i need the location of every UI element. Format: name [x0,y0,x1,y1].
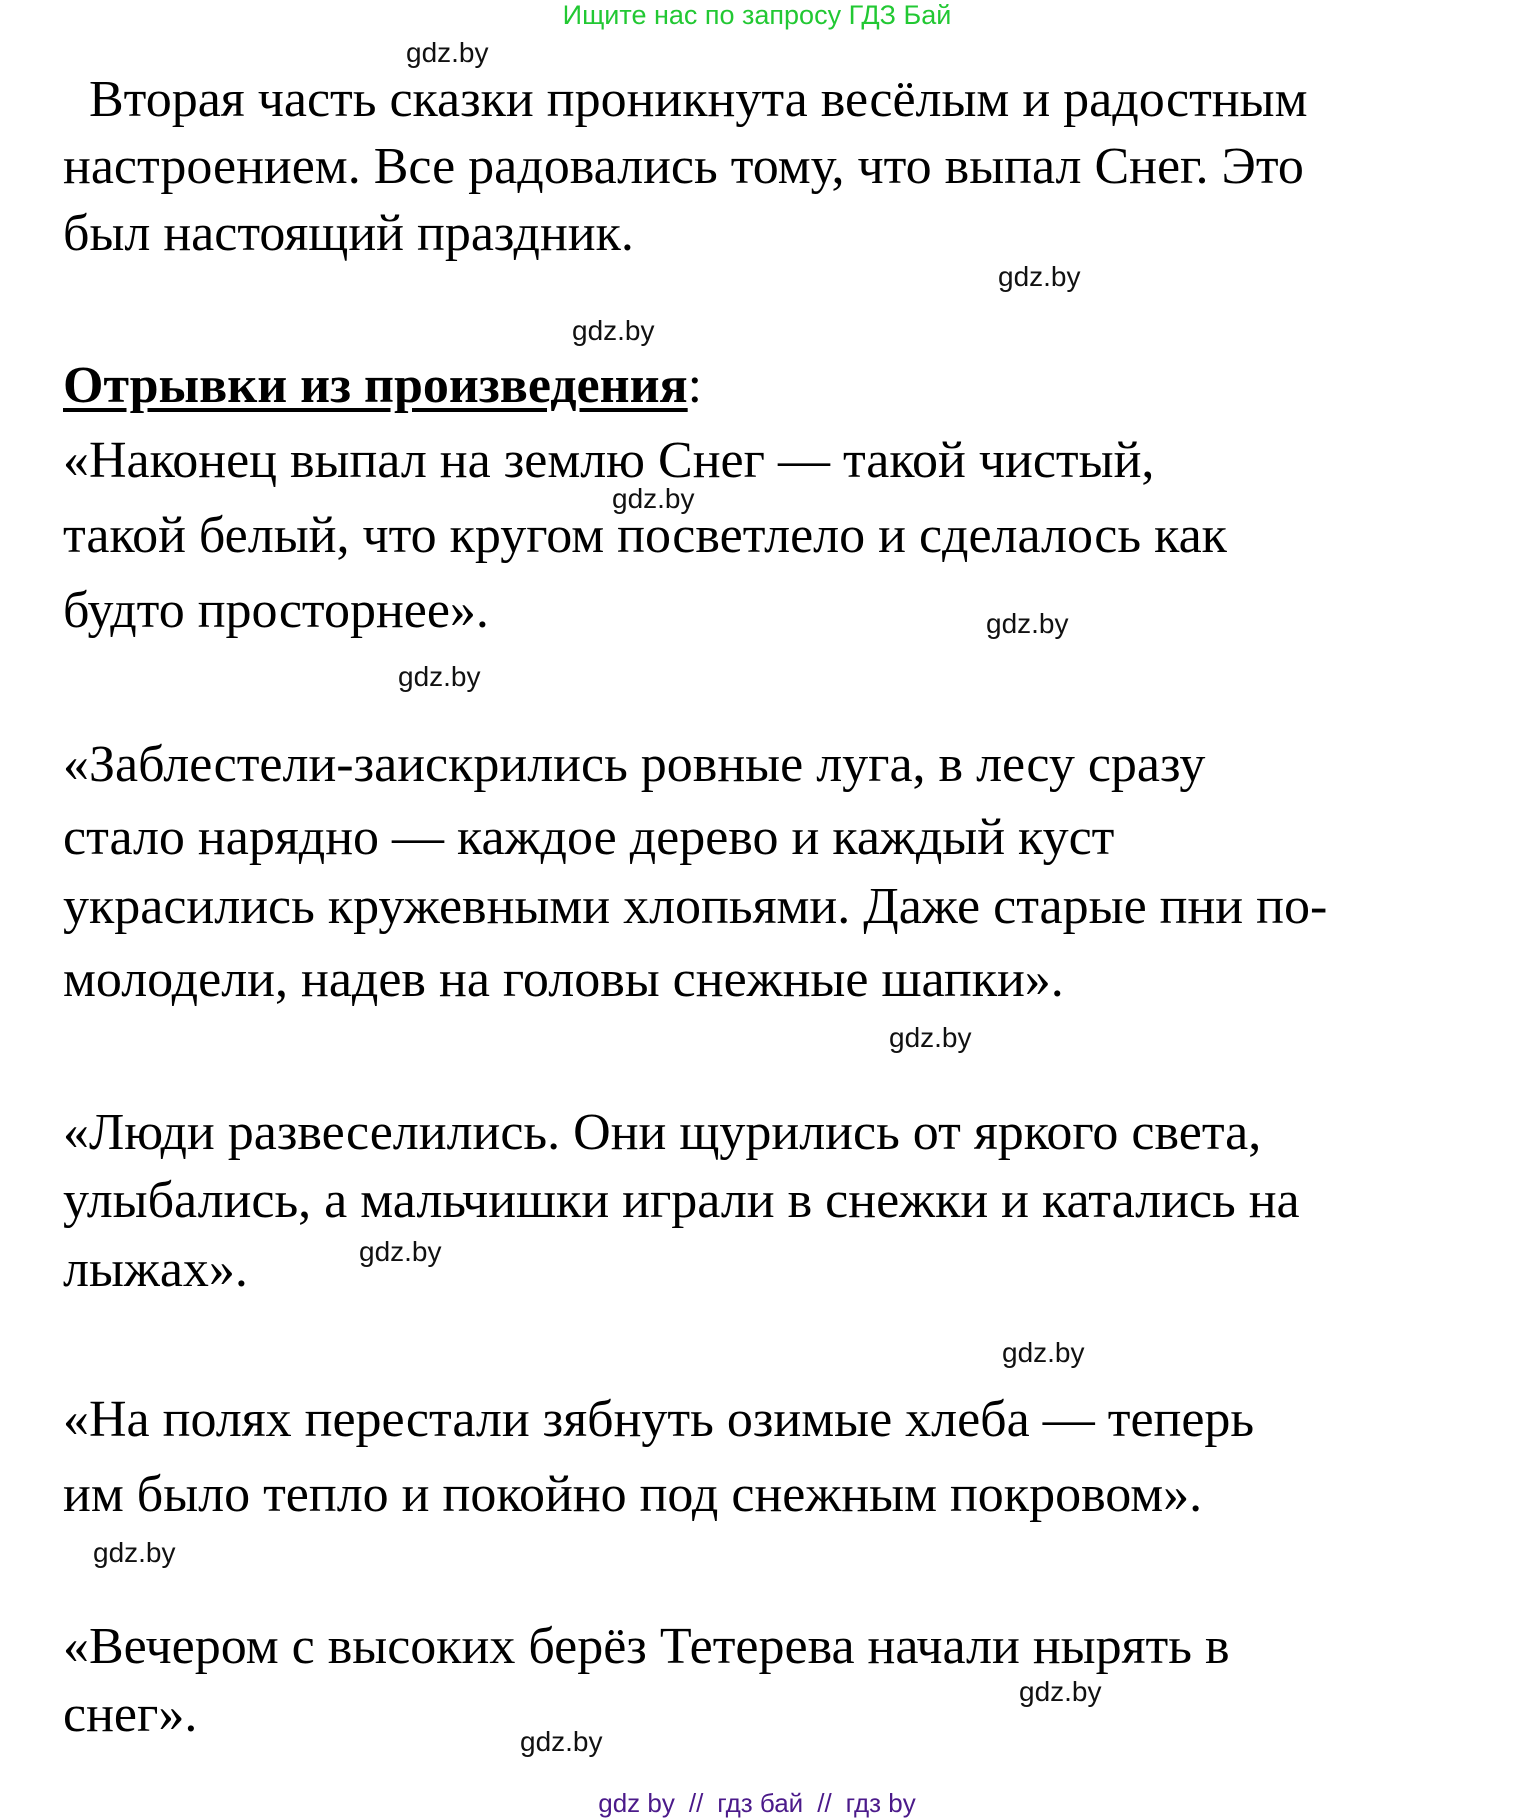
text-line: «На полях перестали зябнуть озимые хлеба — теперь [63,1391,1255,1448]
text-line: лыжах». [63,1241,248,1298]
watermark: gdz.by [986,608,1069,639]
text-line: стало нарядно — каждое дерево и каждый куст [63,809,1115,866]
watermark: gdz.by [398,661,481,692]
text-line: такой белый, что кругом посветлело и сделалось как [63,507,1227,564]
watermark: gdz.by [572,315,655,346]
text-line: Вторая часть сказки проникнута весёлым и радостным [63,71,1308,128]
text-line: будто просторнее». [63,582,489,639]
text-line: им было тепло и покойно под снежным покровом». [63,1466,1203,1523]
text-line: «Наконец выпал на землю Снег — такой чистый, [63,432,1155,489]
text-line: «Заблестели-заискрились ровные луга, в лесу сразу [63,736,1206,793]
text-line: улыбались, а мальчишки играли в снежки и катались на [63,1172,1300,1229]
footer-link-gdz-bai[interactable]: гдз бай [717,1788,804,1818]
footer-separator: // [817,1788,832,1818]
section-heading [63,356,702,416]
text-line: настроением. Все радовались тому, что выпал Снег. Это [63,138,1304,195]
text-line: был настоящий праздник. [63,205,634,262]
section-heading-text: Отрывки из произведения [63,357,688,414]
search-hint-banner: Ищите нас по запросу ГДЗ Бай [562,0,952,30]
text-line: украсились кружевными хлопьями. Даже старые пни по- [63,878,1328,935]
watermark: gdz.by [520,1726,603,1757]
text-line: «Вечером с высоких берёз Тетерева начали нырять в [63,1618,1230,1675]
footer-links [0,1788,1514,1818]
watermark: gdz.by [1002,1337,1085,1368]
watermark: gdz.by [93,1537,176,1568]
watermark: gdz.by [406,37,489,68]
watermark: gdz.by [998,261,1081,292]
watermark: gdz.by [1019,1676,1102,1707]
text-line: молодели, надев на головы снежные шапки». [63,951,1064,1008]
text-line: «Люди развеселились. Они щурились от яркого света, [63,1104,1262,1161]
watermark: gdz.by [359,1236,442,1267]
watermark: gdz.by [612,483,695,514]
text-line: снег». [63,1686,198,1743]
footer-link-gdz-by-cyr[interactable]: гдз by [845,1788,916,1818]
watermark: gdz.by [889,1022,972,1053]
heading-colon: : [687,357,703,414]
footer-link-gdz-by[interactable]: gdz by [598,1788,675,1818]
footer-separator: // [688,1788,704,1818]
